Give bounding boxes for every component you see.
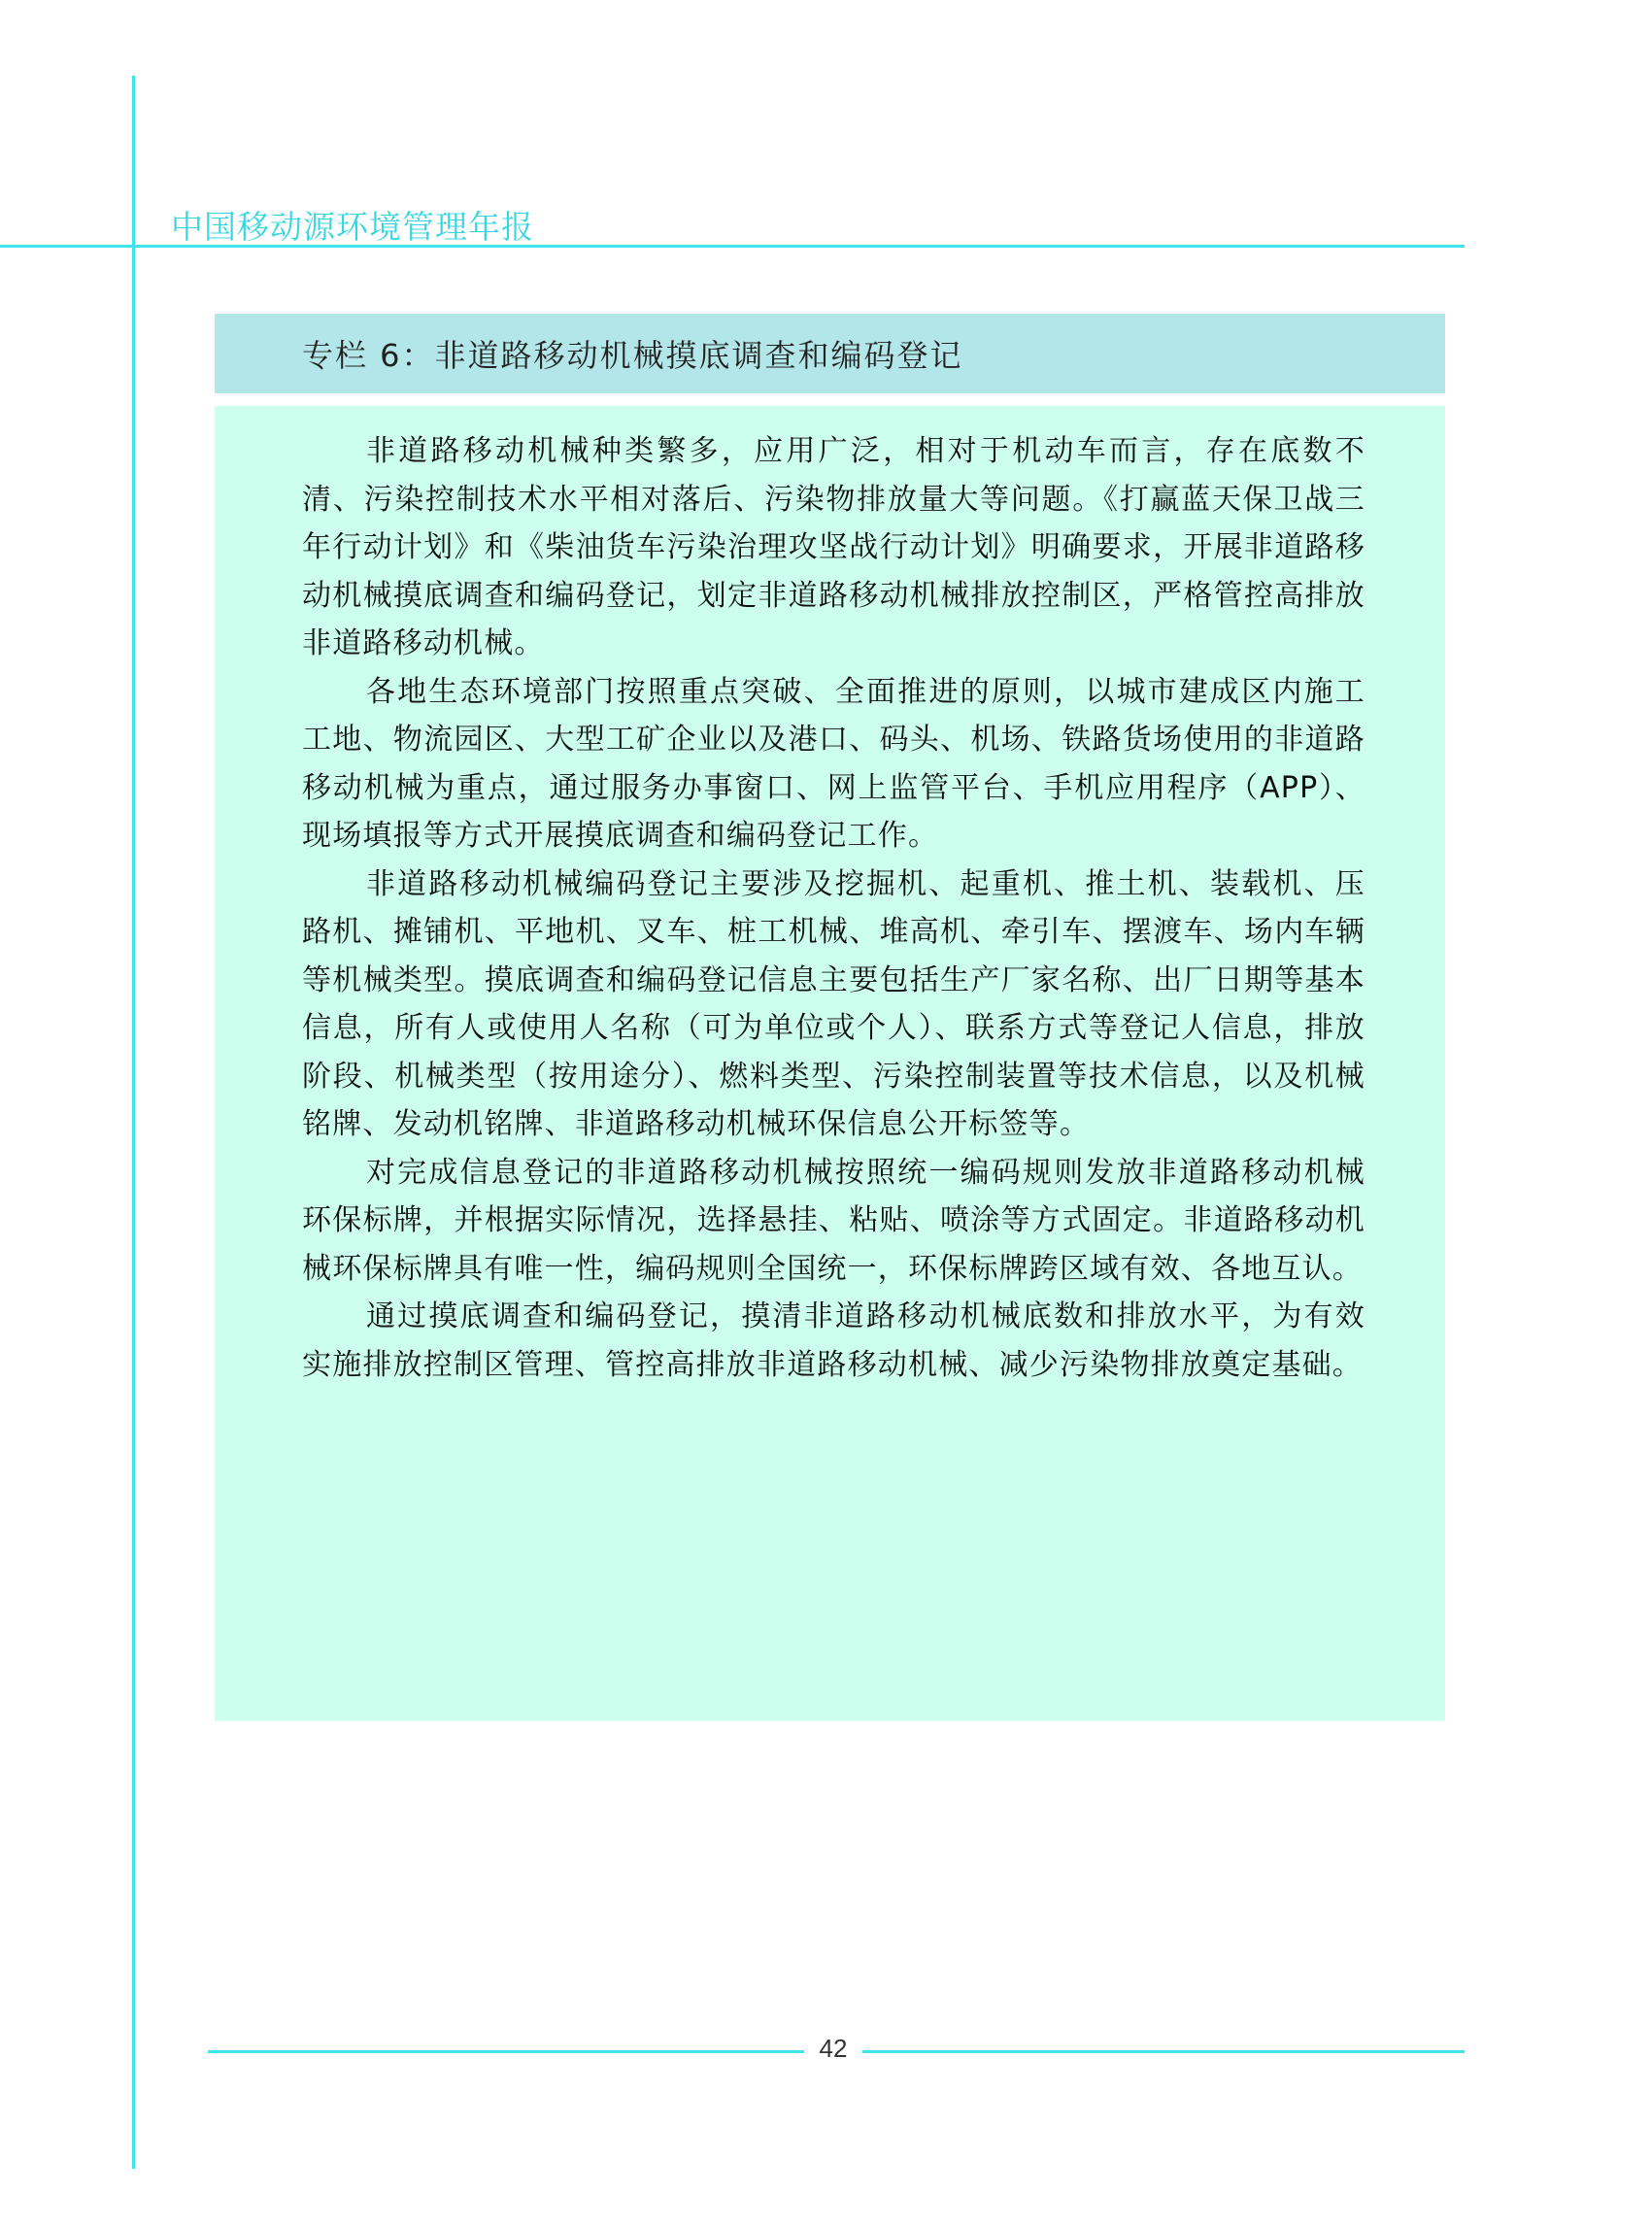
footer-rule-right bbox=[862, 2050, 1465, 2053]
footer-rule-left bbox=[208, 2050, 804, 2053]
left-margin-rule bbox=[132, 76, 135, 2169]
box-paragraph-1: 非道路移动机械种类繁多，应用广泛，相对于机动车而言，存在底数不清、污染控制技术水平相对落后、污染物排放量大等问题。《打赢蓝天保卫战三年行动计划》和《柴油货车污染治理攻坚战行动计划》明确要求，开展非道路移动机械摸底调查和编码登记，划定非道路移动机械排放控制区，严格管控高排放非道路移动机械。 bbox=[302, 434, 1365, 660]
box-body bbox=[215, 406, 1445, 1721]
running-header-title: 中国移动源环境管理年报 bbox=[171, 208, 534, 246]
box-paragraph-3: 非道路移动机械编码登记主要涉及挖掘机、起重机、推土机、装载机、压路机、摊铺机、平地机、叉车、桩工机械、堆高机、牵引车、摆渡车、场内车辆等机械类型。摸底调查和编码登记信息主要包括生产厂家名称、出厂日期等基本信息，所有人或使用人名称（可为单位或个人）、联系方式等登记人信息，排放阶段、机械类型（按用途分）、燃料类型、污染控制装置等技术信息，以及机械铭牌、发动机铭牌、非道路移动机械环保信息公开标签等。 bbox=[302, 866, 1365, 1141]
box-paragraph-4: 对完成信息登记的非道路移动机械按照统一编码规则发放非道路移动机械环保标牌，并根据实际情况，选择悬挂、粘贴、喷涂等方式固定。非道路移动机械环保标牌具有唯一性，编码规则全国统一，环保标牌跨区域有效、各地互认。 bbox=[302, 1155, 1365, 1286]
box-title-bar bbox=[215, 314, 1445, 393]
page-number: 42 bbox=[819, 2034, 848, 2063]
box-paragraph-5: 通过摸底调查和编码登记，摸清非道路移动机械底数和排放水平，为有效实施排放控制区管理、管控高排放非道路移动机械、减少污染物排放奠定基础。 bbox=[302, 1299, 1365, 1382]
box-title: 专栏 6：非道路移动机械摸底调查和编码登记 bbox=[302, 337, 963, 374]
box-paragraph-2: 各地生态环境部门按照重点突破、全面推进的原则，以城市建成区内施工工地、物流园区、大型工矿企业以及港口、码头、机场、铁路货场使用的非道路移动机械为重点，通过服务办事窗口、网上监管平台、手机应用程序（APP）、现场填报等方式开展摸底调查和编码登记工作。 bbox=[302, 674, 1365, 853]
